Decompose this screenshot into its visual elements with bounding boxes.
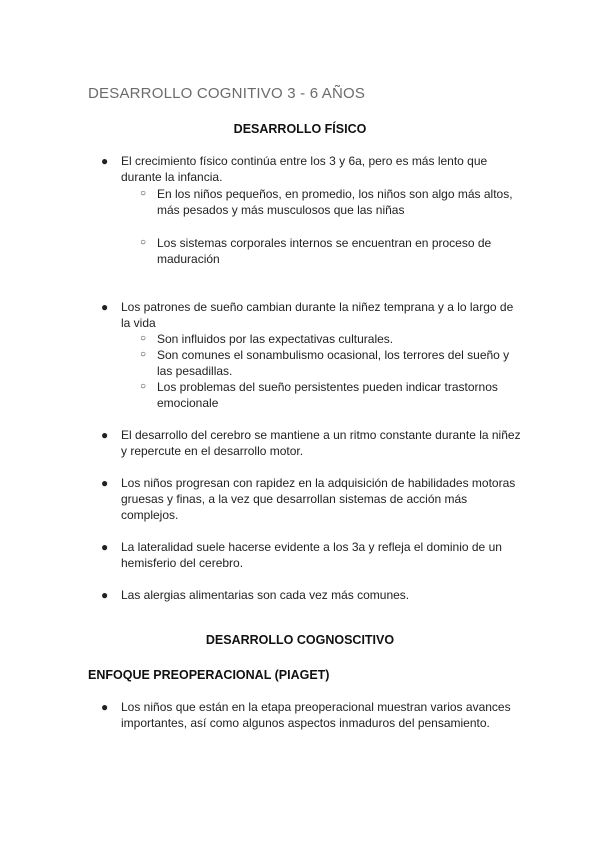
sub-list-item: Son comunes el sonambulismo ocasional, los terrores del sueño y las pesadillas. bbox=[157, 348, 510, 378]
list-item: El crecimiento físico continúa entre los 3 y 6a, pero es más lento que durante la infancia. bbox=[121, 154, 488, 184]
bullet-icon: ● bbox=[101, 476, 109, 490]
list-item: Las alergias alimentarias son cada vez más comunes. bbox=[121, 588, 410, 602]
sub-bullet-icon: ○ bbox=[140, 349, 147, 360]
section-heading-desarrollo-fisico: DESARROLLO FÍSICO bbox=[233, 122, 367, 136]
sub-list-item: Son influidos por las expectativas culturales. bbox=[157, 332, 394, 346]
section-heading-desarrollo-cognoscitivo: DESARROLLO COGNOSCITIVO bbox=[205, 633, 395, 647]
bullet-icon: ● bbox=[101, 700, 109, 714]
document-title: DESARROLLO COGNITIVO 3 - 6 AÑOS bbox=[88, 85, 366, 102]
subsection-heading-enfoque-preoperacional: ENFOQUE PREOPERACIONAL (PIAGET) bbox=[88, 668, 330, 682]
sub-bullet-icon: ○ bbox=[140, 237, 147, 248]
list-item: Los patrones de sueño cambian durante la niñez temprana y a lo largo de la vida bbox=[121, 300, 514, 330]
sub-bullet-icon: ○ bbox=[140, 333, 147, 344]
list-item: El desarrollo del cerebro se mantiene a un ritmo constante durante la niñez y repercute en el desarrollo motor. bbox=[121, 428, 521, 458]
sub-bullet-icon: ○ bbox=[140, 381, 147, 392]
list-item: Los niños que están en la etapa preoperacional muestran varios avances importantes, así como algunos aspectos inmaduros del pensamiento. bbox=[121, 700, 511, 730]
bullet-icon: ● bbox=[101, 154, 109, 168]
list-item: La lateralidad suele hacerse evidente a los 3a y refleja el dominio de un hemisferio del cerebro. bbox=[121, 540, 502, 570]
list-item: Los niños progresan con rapidez en la adquisición de habilidades motoras gruesas y finas, a la vez que desarrollan sistemas de acción más complejos. bbox=[121, 476, 516, 522]
bullet-icon: ● bbox=[101, 428, 109, 442]
sub-list-item: Los sistemas corporales internos se encuentran en proceso de maduración bbox=[157, 236, 492, 266]
bullet-icon: ● bbox=[101, 540, 109, 554]
bullet-icon: ● bbox=[101, 300, 109, 314]
bullet-icon: ● bbox=[101, 588, 109, 602]
sub-bullet-icon: ○ bbox=[140, 188, 147, 199]
sub-list-item: En los niños pequeños, en promedio, los niños son algo más altos, más pesados y más musculosos que las niñas bbox=[157, 187, 513, 217]
sub-list-item: Los problemas del sueño persistentes pueden indicar trastornos emocionale bbox=[157, 380, 498, 410]
